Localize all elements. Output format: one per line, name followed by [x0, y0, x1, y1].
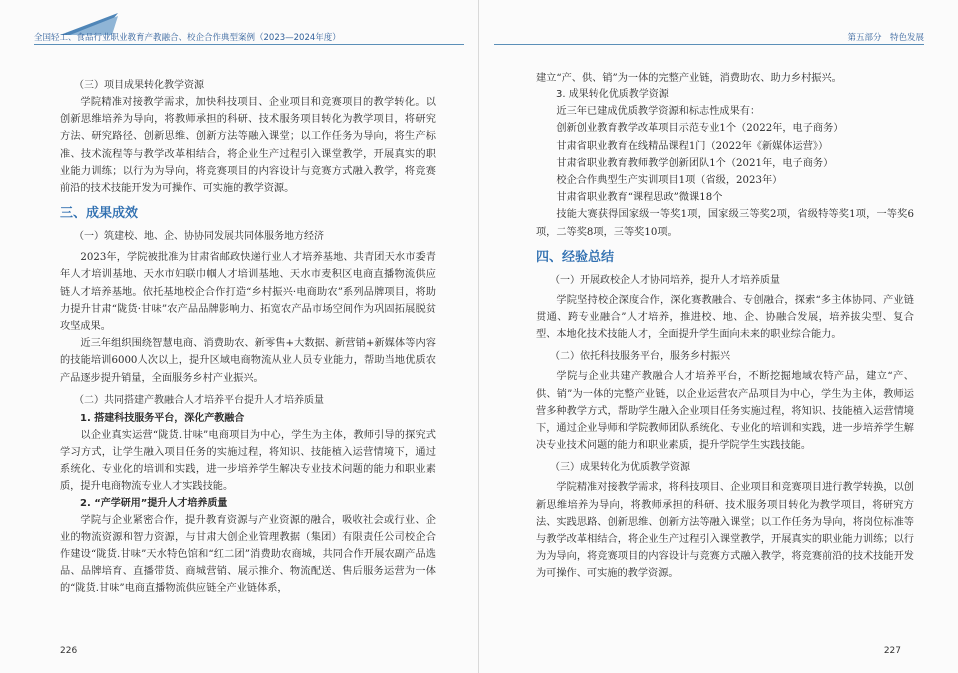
left-header-title: 全国轻工、食品行业职业教育产教融合、校企合作典型案例（2023—2024年度）	[34, 33, 341, 43]
paragraph-collaborative-training: 学院坚持校企深度合作，深化赛教融合、专创融合，探索“多主体协同、产业链贯通、跨专业融合”人才培养，推进校、地、企、协融合发展，培养拔尖型、复合型、本地化技术技能人才，全面提升学生面向未来的职业综合能力。	[536, 294, 914, 341]
right-page	[479, 0, 958, 673]
subheading-teaching-resources: （三）成果转化为优质教学资源	[550, 462, 690, 474]
left-paragraph-project-transfer: 学院精准对接教学需求，加快科技项目、企业项目和竞赛项目的教学转化。以创新思维培养为导向，将教师承担的科研、技术服务项目转化为教学项目，将研究方法、研究路径、创新思维、创新方法等融入课堂；以工作任务为导向，将生产标准、技术流程等与教学改革相结合，将企业生产过程引入课堂教学，开展真实的职业能力训练；以行为为导向，将竞赛项目的内容设计与竞赛方式融入教学，将竞赛前沿的技术技能开发为可操作、可实施的教学资源。	[60, 97, 436, 195]
subheading-collaborative-training: （一）开展政校企人才协同培养，提升人才培养质量	[550, 274, 780, 286]
list-item: 校企合作典型生产实训项目1项（省级，2023年）	[556, 175, 783, 187]
left-header-rule	[34, 44, 464, 45]
paragraph-teaching-resources: 学院精准对接教学需求，将科技项目、企业项目和竞赛项目进行教学转换，以创新思维培养为导向，将教师承担的科研、技术服务项目转化为教学项目，将研究方法、实践思路、创新思维、创新方法等融入课堂；以工作任务为导向，将岗位标准等与教学改革相结合，将企业生产过程引入课堂教学，开展真实的职业能力训练；以行为为导向，将竞赛项目的内容设计与竞赛方式融入教学，将竞赛前沿的技术技能开发为可操作、可实施的教学资源。	[536, 482, 914, 580]
resources-intro: 近三年已建成优质教学资源和标志性成果有：	[556, 106, 761, 118]
list-item: 甘肃省职业教育在线精品课程1门（2022年《新媒体运营》）	[556, 140, 829, 152]
list-item: 创新创业教育教学改革项目示范专业1个（2022年，电子商务）	[556, 123, 844, 135]
subheading-rural-revitalization: （二）依托科技服务平台，服务乡村振兴	[550, 351, 730, 363]
subheading-quality-resources: 3. 成果转化优质教学资源	[556, 89, 669, 101]
list-item: 甘肃省职业教育“课程思政”微课18个	[556, 192, 723, 204]
right-page-number: 227	[883, 646, 901, 656]
right-content	[536, 70, 914, 583]
paragraph-tech-service: 以企业真实运营“陇货.甘味”电商项目为中心，学生为主体，教师引导的探究式学习方式，让学生融入项目任务的实施过程，将知识、技能植入运营情境下，通过系统化、专业化的培训和实践，进一步培养学生解决专业技术问题的能力和职业素质，提升电商物流专业人才实践技能。	[60, 429, 436, 493]
left-page-number: 226	[60, 646, 78, 656]
right-running-header	[494, 31, 924, 45]
subheading-industry-research: 2. “产学研用”提升人才培养质量	[80, 497, 228, 509]
right-header-title: 第五部分 特色发展	[847, 33, 924, 43]
left-content	[60, 78, 436, 598]
paragraph-community-2: 近三年组织围绕智慧电商、消费助农、新零售+大数据、新营销+新媒体等内容的技能培训6000人次以上，提升区域电商物流从业人员专业能力，帮助当地优质农产品逐步提升销量，全面服务乡村产业振兴。	[60, 338, 436, 384]
paragraph-competition-awards: 技能大赛获得国家级一等奖1项，国家级三等奖2项，省级特等奖1项，一等奖6项，二等奖8项，三等奖10项。	[536, 209, 914, 238]
paragraph-rural-revitalization: 学院与企业共建产教融合人才培养平台，不断挖掘地域农特产品，建立“产、供、销”为一体的完整产业链，以企业运营农产品项目为中心，学生为主体，教师运营多种教学方式，帮助学生融入企业项目任务实施过程，将知识、技能植入运营情境下，通过企业导师和学院教师团队系统化、专业化的培训和实践，进一步培养学生解决专业技术问题的能力和职业素质，提升学院学生实践技能。	[536, 371, 914, 452]
section-heading-results: 三、成果成效	[60, 206, 139, 222]
paragraph-industry-research: 学院与企业紧密合作，提升教育资源与产业资源的融合，吸收社会或行业、企业的物流资源和智力资源，与甘肃大创企业管理教据（集团）有限责任公司校企合作建设“陇货.甘味”天水特色馆和“红二团”消费助农商城，共同合作开展农副产品选品、品牌培育、直播带货、商城营销、展示推介、物流配送、售后服务运营为一体的“陇货.甘味”电商直播物流供应链全产业链体系，	[60, 514, 436, 595]
subheading-platform: （二）共同搭建产教融合人才培养平台提升人才培养质量	[74, 394, 324, 406]
list-item: 甘肃省职业教育教师教学创新团队1个（2021年，电子商务）	[556, 157, 834, 169]
paragraph-community-1: 2023年，学院被批准为甘肃省邮政快递行业人才培养基地、共青团天水市委青年人才培训基地、天水市妇联巾帼人才培训基地、天水市麦积区电商直播物流供应链人才培养基地。依托基地校企合作打造“乡村振兴·电商助农”系列品牌项目，将助力提升甘肃“陇货·甘味”农产品品牌影响力、拓宽农产品市场空间作为巩固拓展脱贫攻坚成果。	[60, 252, 436, 333]
left-running-header	[34, 31, 464, 45]
subheading-community: （一）筑建校、地、企、协协同发展共同体服务地方经济	[74, 231, 324, 243]
subheading-tech-service: 1. 搭建科技服务平台，深化产教融合	[80, 412, 245, 424]
section-heading-experience: 四、经验总结	[536, 249, 615, 265]
paragraph-continuation: 建立“产、供、销”为一体的完整产业链，消费助农、助力乡村振兴。	[536, 73, 842, 84]
left-subheading-project-transfer: （三）项目成果转化教学资源	[74, 80, 204, 91]
right-header-rule	[494, 44, 924, 45]
